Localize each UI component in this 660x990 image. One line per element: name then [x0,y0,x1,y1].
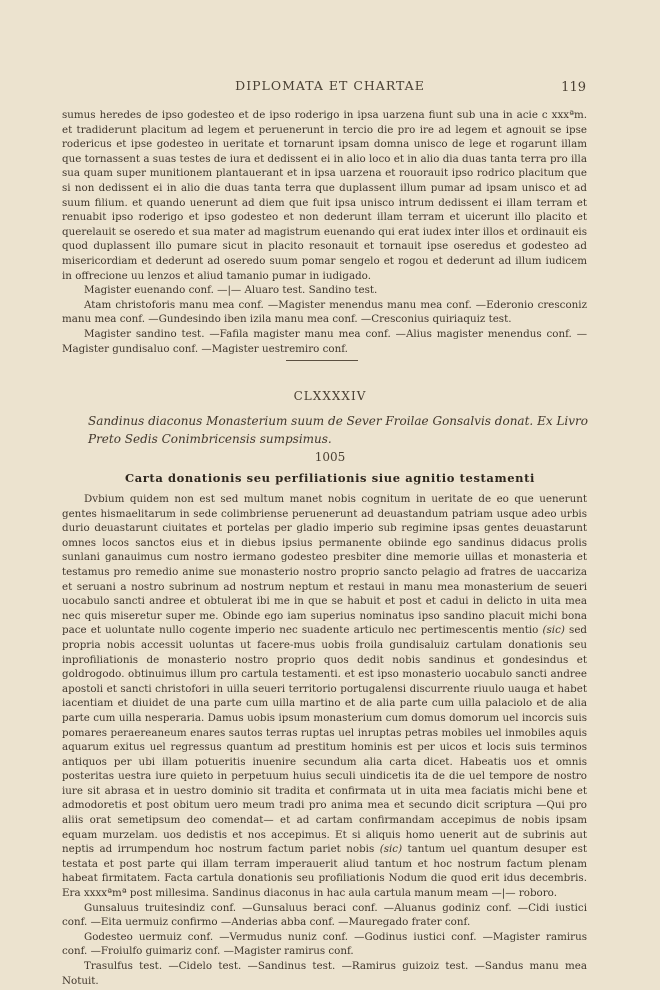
charter-text [62,492,587,988]
charter-summary: Sandinus diaconus Monasterium suum de Sever Froilae Gonsalvis donat. Ex Livro Preto Sedis Conimbricensis sumpsimus. [88,414,588,446]
charter-body [62,492,587,901]
subscription-line: Atam christoforis manu mea conf. —Magister menendus manu mea conf. —Ederonio cresconiz manu mea conf. —Gundesindo iben izila manu mea conf. —Cresconius quiriaquiz test. [62,298,587,326]
charter-body-part-2: sed propria nobis accessit uoluntas ut facere-mus uobis froila gundisaluiz cartulam donationis seu inprofiliationis de monasterio nostro proprio quos dedit nobis sandinus et gondesindus et goldrogodo. obtinuimus illum pro cartula testamenti. et est ipso monasterio uocabulo sancti andree apostoli et sancti christofori in uilla seueri territorio portugalensi discurrente riuulo uauga et habet iacentiam et diuidet de una parte cum uilla martino et de alia parte cum uilla palaciolo et de alia parte cum uilla nesperaria. Damus uobis ipsum monasterium cum domus domorum uel incorcis suis pomares peraereaneum enares sautos terras ruptas uel inruptas petras mobiles uel inmobiles aquis aquarum exitus uel regressus quantum ad prestitum hominis est per uicos et locis suis terminos antiquos per ubi illam potueritis inuenire secundum alia carta dicet. Habeatis uos et omnis posteritas uestra iure quieto in perpetuum huius seculi uindicetis ita de die uel tempore de nostro iure sit abrasa et in uestro dominio sit tradita et confirmata ut in uita mea faciatis michi bene et admodoretis et post obitum uero meum tradi pro anima mea et secundo dicit scriptura —Qui pro aliis orat semetipsum deo comendat— et ad cartam confirmandam accepimus de nobis ipsam equam murzelam. uos dedistis et nos accepimus. Et si aliquis homo uenerit aut de subrinis aut neptis ad irrumpendum hoc nostrum factum pariet nobis [62,624,588,856]
subscription-line: Magister euenando conf. —|— Aluaro test. Sandino test. [84,284,378,297]
running-header: DIPLOMATA ET CHARTAE [235,78,425,93]
charter-body-part-1: Dvbium quidem non est sed multum manet nobis cognitum in ueritate de eo que uenerunt gentes hismaelitarum in sede colimbriense peruenerunt ad deuastandum patriam usque adeo urbis durio deuastarunt ciuitates et portelas per gladio imperio sub regimine ipsas gentes deuastarunt omnes locos sanctos eius et in diebus ipsius permanente obiinde ego sandinus didacus prolis sunlani ganauimus cum nostro iermano godesteo presbiter dine memorie uillas et monasteria et testamus pro remedio anime sue monasterio nostro proprio sancto pelagio ad fratres de uaccariza et seruani a nostro subrinum ad nostrum neptum et restaui in manu mea monasterium de seueri uocabulo sancti andree et obtulerat ibi me in que se habuit et post et cadui in delicto in uita mea nec quis miseretur super me. Obinde ego iam superius nominatus ipso sandino placuit michi bona pace et uoluntate nullo cogente imperio nec suadente articulo nec pertimescentis mentio [62,493,587,637]
section-divider [286,360,358,361]
subscription-line: Gunsaluus truitesindiz conf. —Gunsaluus beraci conf. —Aluanus godiniz conf. —Cidi iustici conf. —Eita uermuiz confirmo —Anderias abba conf. —Mauregado frater conf. [62,901,587,929]
page-number: 119 [561,80,586,95]
previous-charter-text [62,108,587,356]
subscription-line: Trasulfus test. —Cidelo test. —Sandinus test. —Ramirus guizoiz test. —Sandus manu mea Notuit. [62,960,587,987]
subscription-line: Godesteo uermuiz conf. —Vermudus nuniz conf. —Godinus iustici conf. —Magister ramirus conf. —Froiulfo guimariz conf. —Magister ramirus conf. [62,930,587,958]
previous-charter-body: sumus heredes de ipso godesteo et de ipso roderigo in ipsa uarzena fiunt sub una in acie c xxxªm. et tradiderunt placitum ad legem et peruenerunt in tercio die pro ire ad legem et agnouit se ipse rodericus et ipse godesteo in ueritate et tornarunt ipsam domna unisco de lege et rogarunt illam que tornassent a suas testes de iura et dedissent ei in alio loco et in alio dia duas tanta terra pro illa sua quam super munitionem plantauerant et in ipsa uarzena et rouorauit ipso rodrico placitum que si non dedissent ei in alio die duas tanta terra que duplassent illum pumar ad ipsam unisco et ad suum filium. et quando uenerunt ad diem que fuit ipsa unisco intrum dedissent ei illam terram et renuabit ipso roderigo et ipso godesteo et non dederunt illam terram et uicerunt illo placito et querelauit se oseredo et sua mater ad magistrum euenando qui erat iudex inter illos et ordinauit eis quod duplassent illo pumare sicut in placito resonauit et tornauit ipse oseredus et godesteo ad misericordiam et dederunt ad oseredo suum pomar sengelo et rogou et dederunt ad illum iudicem in offrecione uu lenzos et aliud tamanio pumar in iudigado. [62,109,587,282]
subscription-line: Magister sandino test. —Fafila magister manu mea conf. —Alius magister menendus conf. —Magister gundisaluo conf. —Magister uestremiro conf. [62,327,587,355]
sic-note: (sic) [542,624,565,637]
charter-year: 1005 [314,450,346,464]
charter-title: Carta donationis seu perfiliationis siue agnitio testamenti [124,471,536,485]
charter-number: CLXXXXIV [293,389,367,403]
charter-body-part-3: tantum uel quantum desuper est testata et post parte qui illam terram imperauerit aliud tantum et hoc nostrum factum plenam habeat firmitatem. Facta cartula donationis seu profiliationis Nodum die quod erit idus decembris. Era xxxxªmª post millesima. Sandinus diaconus in hac aula cartula manum meam —|— roboro. [62,843,587,900]
sic-note: (sic) [379,843,403,856]
